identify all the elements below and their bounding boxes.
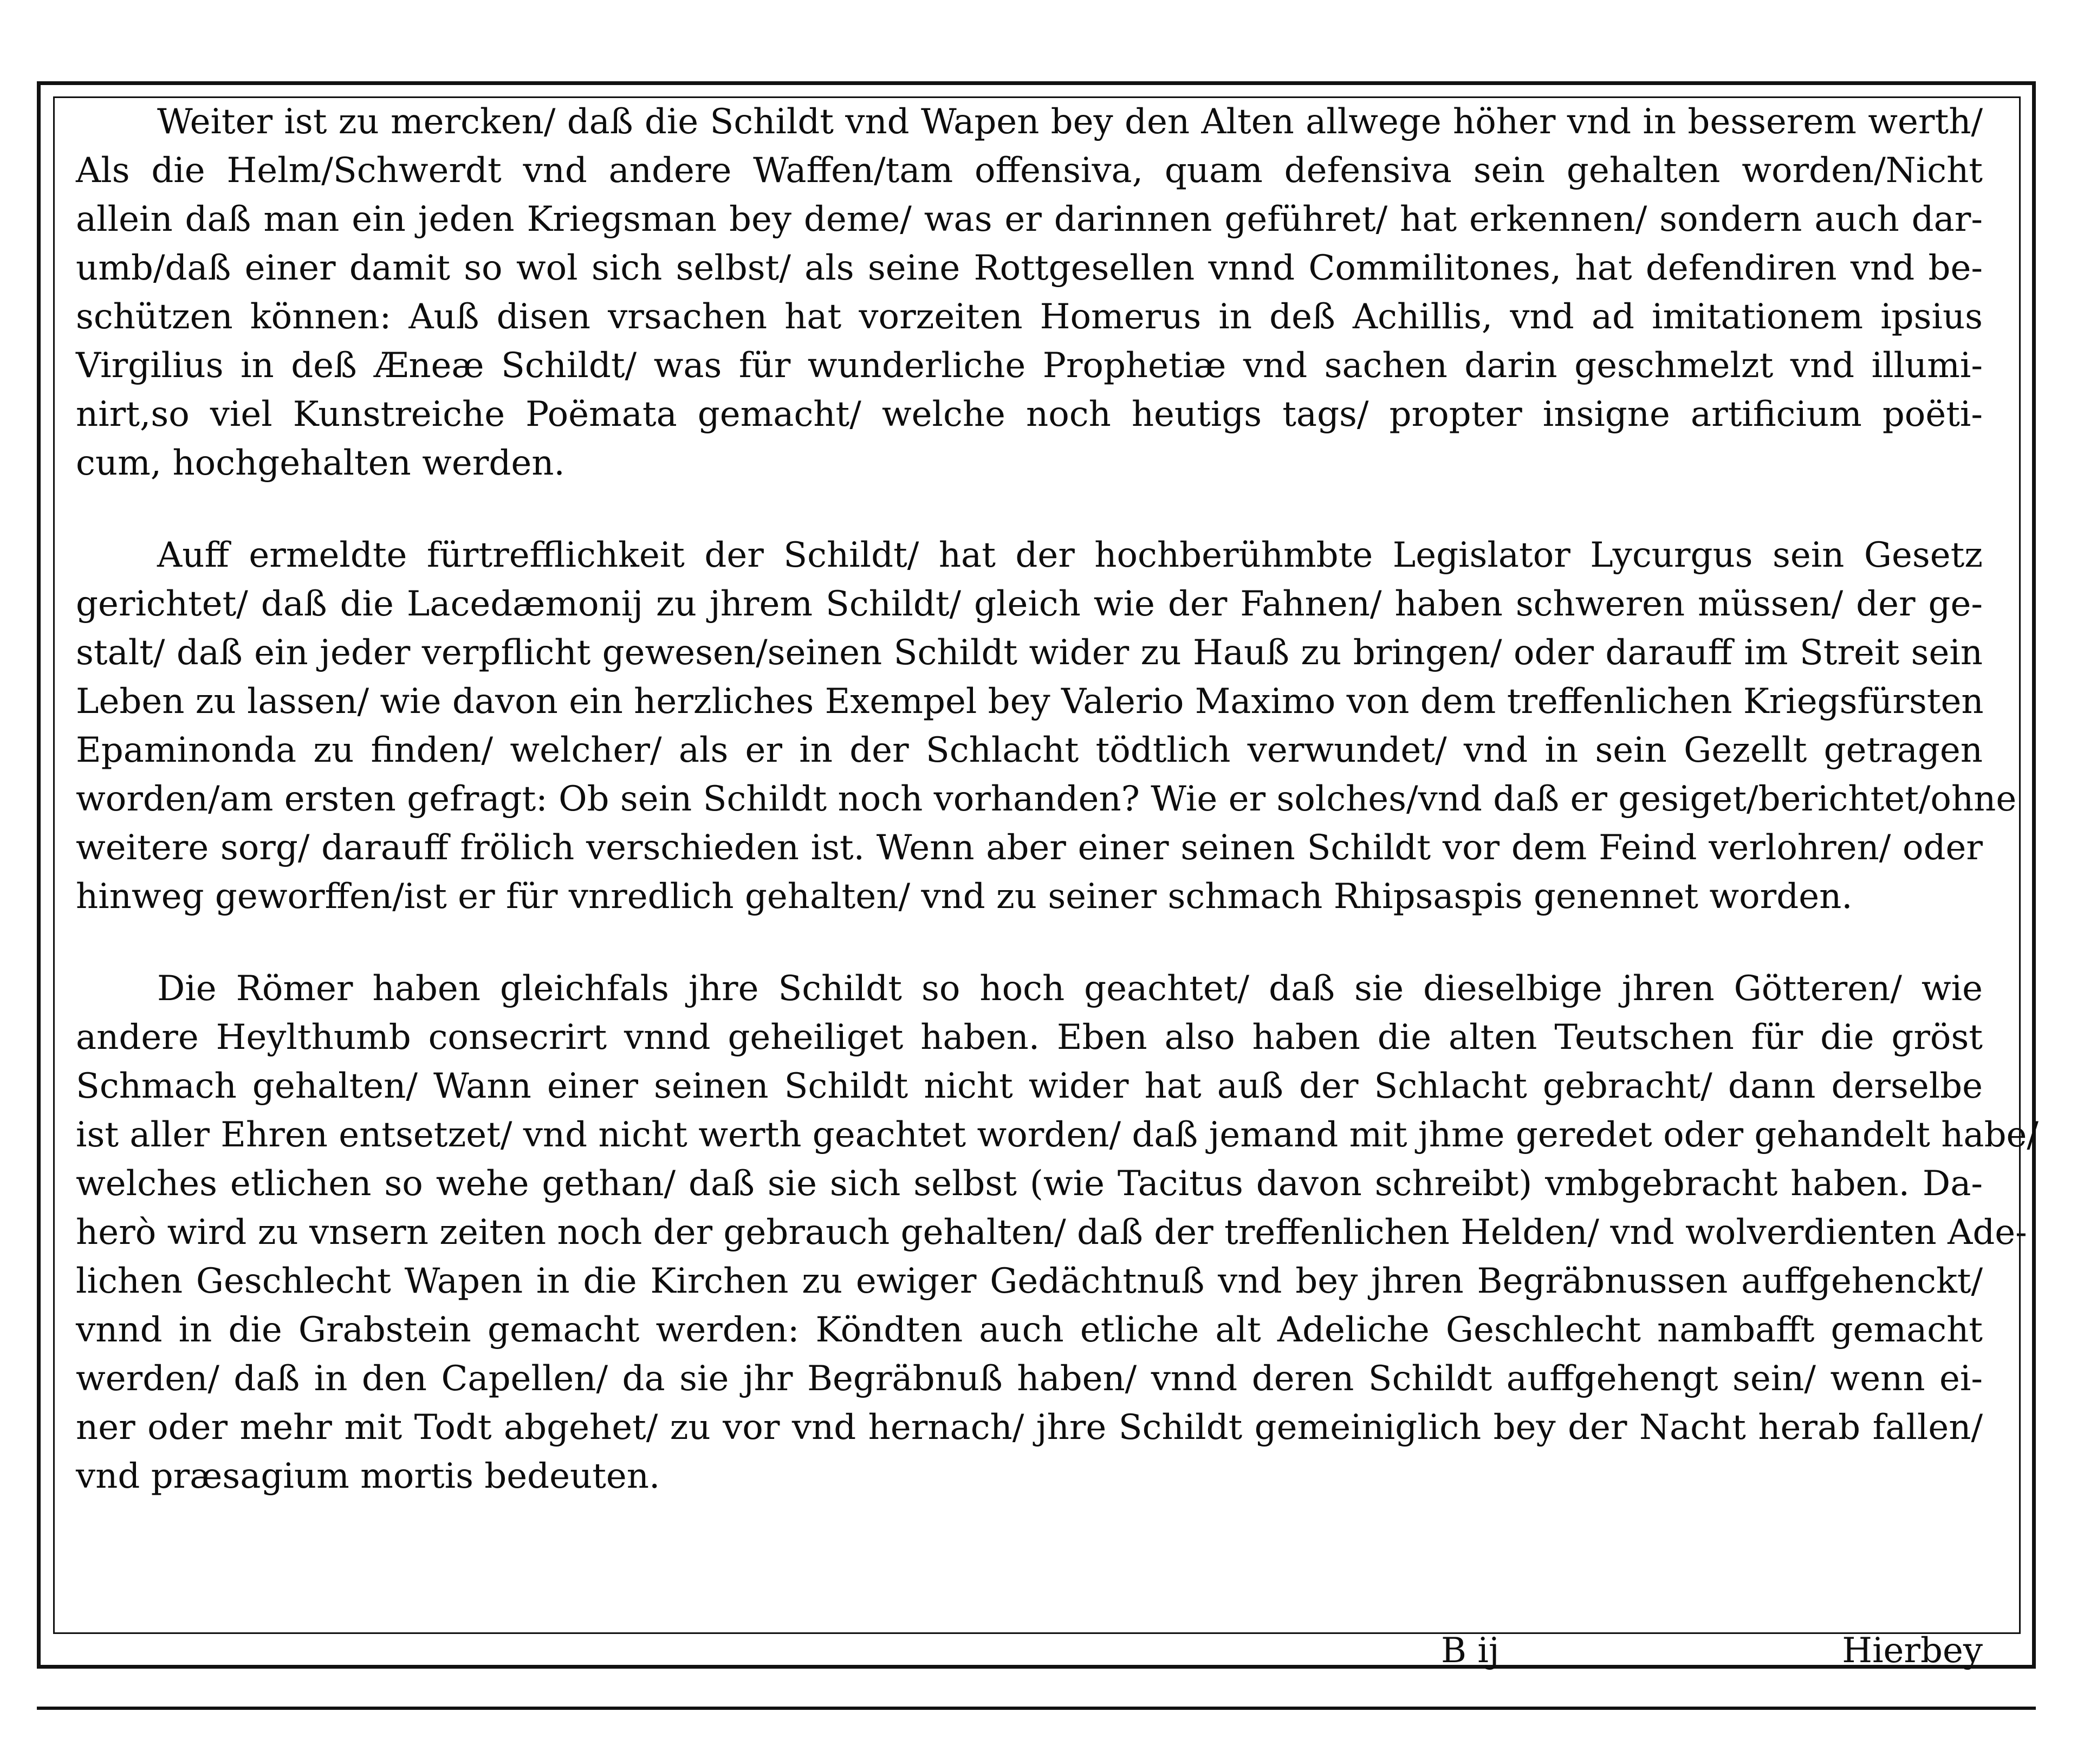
- text-line: schützen können: Auß disen vrsachen hat vorzeiten Homerus in deß Achillis, vnd ad imitationem ipsius: [76, 297, 1983, 337]
- text-line: nirt,so viel Kunstreiche Poëmata gemacht/ welche noch heutigs tags/ propter insigne artificium poëti-: [76, 394, 1983, 434]
- text-line: ner oder mehr mit Todt abgehet/ zu vor vnd hernach/ jhre Schildt gemeiniglich bey der Nacht herab fallen/: [76, 1408, 1983, 1448]
- text-line: Als die Helm/Schwerdt vnd andere Waffen/tam offensiva, quam defensiva sein gehalten worden/Nicht: [76, 151, 1983, 191]
- text-line: stalt/ daß ein jeder verpflicht gewesen/seinen Schildt wider zu Hauß zu bringen/ oder darauff im Streit sein: [76, 633, 1983, 673]
- text-line: gerichtet/ daß die Lacedæmonij zu jhrem Schildt/ gleich wie der Fahnen/ haben schweren müssen/ der ge-: [76, 584, 1983, 624]
- signature-mark: B ij: [1441, 1631, 1500, 1671]
- text-line: Auff ermeldte fürtrefflichkeit der Schildt/ hat der hochberühmbte Legislator Lycurgus sein Gesetz: [157, 535, 1983, 575]
- text-line: welches etlichen so wehe gethan/ daß sie sich selbst (wie Tacitus davon schreibt) vmbgebracht haben. Da-: [76, 1164, 1983, 1204]
- page-footer: [76, 1631, 1983, 1685]
- text-line: Leben zu lassen/ wie davon ein herzliches Exempel bey Valerio Maximo von dem treffenlichen Kriegsfürsten: [76, 682, 1984, 722]
- text-line: herò wird zu vnsern zeiten noch der gebrauch gehalten/ daß der treffenlichen Helden/ vnd wolverdienten Ade-: [76, 1212, 2027, 1253]
- paragraph: [76, 964, 2039, 1501]
- text-line: umb/daß einer damit so wol sich selbst/ als seine Rottgesellen vnnd Commilitones, hat defendiren vnd be-: [76, 248, 1983, 288]
- paragraph: [76, 531, 2017, 921]
- text-line: ist aller Ehren entsetzet/ vnd nicht werth geachtet worden/ daß jemand mit jhme geredet oder gehandelt habe/: [76, 1115, 2039, 1155]
- text-block: [76, 98, 2039, 1501]
- text-line: hinweg geworffen/ist er für vnredlich gehalten/ vnd zu seiner schmach Rhipsaspis genennet worden.: [76, 877, 1853, 917]
- text-line: allein daß man ein jeden Kriegsman bey deme/ was er darinnen geführet/ hat erkennen/ sondern auch dar-: [76, 199, 1983, 239]
- text-line: Weiter ist zu mercken/ daß die Schildt vnd Wapen bey den Alten allwege höher vnd in besserem werth/: [157, 102, 1983, 142]
- text-line: Die Römer haben gleichfals jhre Schildt so hoch geachtet/ daß sie dieselbige jhren Götteren/ wie: [157, 969, 1983, 1009]
- text-line: worden/am ersten gefragt: Ob sein Schildt noch vorhanden? Wie er solches/vnd daß er gesiget/berichtet/ohne: [76, 779, 2017, 819]
- text-line: weitere sorg/ darauff frölich verschieden ist. Wenn aber einer seinen Schildt vor dem Feind verlohren/ oder: [76, 828, 1983, 868]
- text-line: Epaminonda zu finden/ welcher/ als er in der Schlacht tödtlich verwundet/ vnd in sein Gezellt getragen: [76, 730, 1983, 770]
- catchword: Hierbey: [1842, 1631, 1983, 1671]
- text-line: cum, hochgehalten werden.: [76, 443, 565, 483]
- text-line: vnd præsagium mortis bedeuten.: [76, 1456, 660, 1496]
- text-line: vnnd in die Grabstein gemacht werden: Köndten auch etliche alt Adeliche Geschlecht nambafft gemacht: [76, 1310, 1983, 1350]
- text-line: Virgilius in deß Æneæ Schildt/ was für wunderliche Prophetiæ vnd sachen darin geschmelzt vnd illumi-: [76, 346, 1983, 386]
- text-line: andere Heylthumb consecrirt vnnd geheiliget haben. Eben also haben die alten Teutschen für die gröst: [76, 1017, 1983, 1058]
- bottom-rule: [37, 1707, 2036, 1710]
- text-line: Schmach gehalten/ Wann einer seinen Schildt nicht wider hat auß der Schlacht gebracht/ dann derselbe: [76, 1066, 1983, 1106]
- text-line: lichen Geschlecht Wapen in die Kirchen zu ewiger Gedächtnuß vnd bey jhren Begräbnussen auffgehenckt/: [76, 1261, 1983, 1301]
- paragraph: [76, 98, 1983, 488]
- text-line: werden/ daß in den Capellen/ da sie jhr Begräbnuß haben/ vnnd deren Schildt auffgehengt sein/ wenn ei-: [76, 1359, 1983, 1399]
